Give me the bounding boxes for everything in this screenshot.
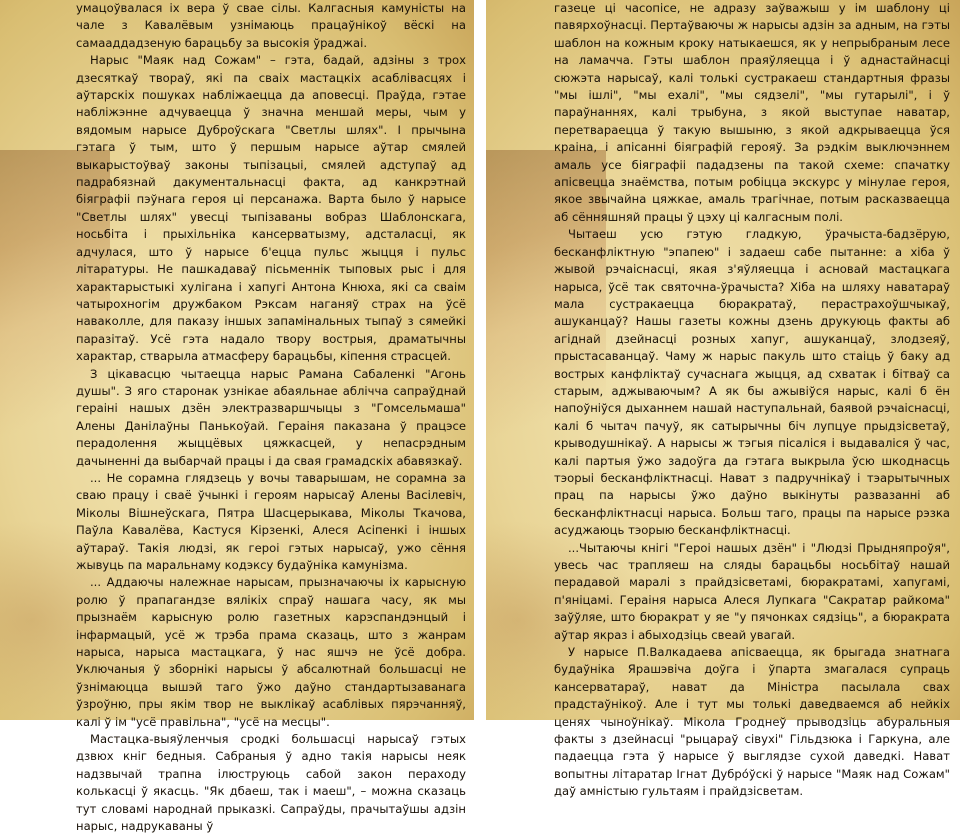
paragraph: Мастацка-выяўленчыя сродкі большасці нарысаў гэтых дзвюх кніг бедныя. Сабраныя ў адно такія нарысы неяк надзвычай трапна ілюструюць сабой закон пераходу колькасці ў якасць. "Як дбаеш, так і маеш", – можна сказаць тут словамі народнай прыказкі. Сапраўды, прачытаўшы адзін нарыс, надрукаваны ў xyxy=(76,732,466,834)
paragraph: ...Чытаючы кнігі "Героі нашых дзён" і "Людзі Прыдняпроўя", увесь час трапляеш на сляды барацьбы носьбітаў нашай перадавой маралі з прайдзісветамі, бюракратамі, хапугамі, п'яніцамі. Гераіня нарыса Алеся Лупкага "Сакратар райкома" заўўляе, што бюракрат у яе "у пячонках сядзіць", а бюракрата аўтар якраз і абыходзіць свеай увагай. xyxy=(554,540,950,642)
paragraph: ... Аддаючы належнае нарысам, прызначаючы іх карысную ролю ў прапагандзе вялікіх спраў нашага часу, як мы прызнаём карысную ролю газетных карэспандэнцый і інфармацый, усё ж трэба прама сказаць, што з жанрам нарыса, нарыса мастацкага, ў нас яшчэ не ўсё добра. Уключаныя ў зборнікі нарысы ў абсалютнай большасці не ўзнімаюцца вышэй таго ўжо даўно стандартызаванага ўзроўню, пры якім твор не выклікаў асаблівых пярэчанняў, калі ў ім "усё правільна", "усё на месцы". xyxy=(76,575,466,729)
paragraph: Чытаеш усю гэтую гладкую, ўрачыста-бадзёрую, бесканфліктную "эпапею" і задаеш сабе пытанне: а хіба ў жывой рэчаіснасці, якая з'яўляецца і асновай мастацкага нарыса, ўсё так святочна-ўрачыста? Хіба на шляху наватараў мала сустракаецца бюракратаў, перастрахоўшчыкаў, ашуканцаў? Нашы газеты кожны дзень друкуюць факты аб агіднай дзейнасці розных хапуг, ашуканцаў, злодзеяў, прыстасаванцаў. Чаму ж нарыс пакуль што стаіць ў баку ад вострых канфліктаў сучаснага жыцця, ад схватак і бітваў са старым, аджываючым? А як бы ажывіўся нарыс, калі б ён напоўніўся дыханнем нашай наступальнай, баявой рэчаіснасці, калі б чытач пачуў, як сатырычны біч лупцуе прыдзісветаў, крыводушнікаў. А нарысы ж тэгыя пісаліся і выдаваліся ў час, калі партыя ўжо задоўга да гэтага выкрыла ўсю шкоднасць тэорыі бесканфліктнасці. Нават з падручнікаў і тэарытычных прац па нарысы ўжо даўно выкінуты развазанні аб бесканфліктнасці нарыса. Больш таго, працы па нарысе рэзка асуджаюць тэорыю бесканфліктнасці. xyxy=(554,227,950,538)
right-page-text xyxy=(554,0,950,799)
paragraph: ... Не сорамна глядзець у вочы таварышам, не сорамна за сваю працу і сваё ўчынкі і героям нарысаў Алены Васілевіч, Міколы Вішнеўскага, Пятра Шасцерыкава, Міколы Ткачова, Паўла Кавалёва, Кастуся Кірзенкі, Алеся Асіпенкі і іншых аўтараў. Такія людзі, як героі гэтых нарысаў, ужо сёння жывуць па маральнаму кодэксу будаўніка камунізма. xyxy=(76,470,466,572)
paragraph: У нарысе П.Валкадаева апісваецца, як брыгада знатнага будаўніка Ярашэвіча доўга і ўпарта змагалася супраць кансерватараў, нават да Міністра пасылала свах прадстаўнікоў. Але і тут мы толькі даведваемся аб нейкіх ценях чыноўнікаў. Мікола Гроднеў прыводзіць абуральныя факты з дзейнасці "рыцараў сівухі" Гільдзюка і Гаркуна, але падаецца гэта ў нарысе ў выглядзе сухой даведкі. Нават вопытны літаратар Ігнат Дубро́ўскі ў нарысе "Маяк над Сожам" даў амністыю гультаям і прайдзісветам. xyxy=(554,645,950,799)
left-page-text xyxy=(76,0,466,834)
paragraph: умацоўвалася іх вера ў свае сілы. Калгасныя камуністы на чале з Кавалёвым узнімаюць працаўнікоў вёскі на самааддадзеную барацьбу за высокія ўраджаі. xyxy=(76,1,466,50)
left-page xyxy=(0,0,474,834)
page-gutter xyxy=(474,0,486,720)
paragraph: Нарыс "Маяк над Сожам" – гэта, бадай, адзіны з трох дзесяткаў твораў, які па сваіх мастацкіх асаблівасцях і аўтарскіх пошуках набліжаецца да аповесці. Праўда, гэтае набліжэнне адчуваецца ў значна меншай меры, чым у вядомым нарысе Дуброўскага "Светлы шлях". І прычына гэтага ў тым, што ў першым нарысе аўтар смялей выкарыстоўваў законы тыпізацыі, смялей адступаў ад падрабязнай дакументальнасці факта, ад канкрэтнай біяграфіі пэўнага героя ці персанажа. Варта было ў нарысе "Светлы шлях" увесці тыпізаваны вобраз Шаблонскага, носьбіта і прыхільніка кансерватызму, адсталасці, як адчулася, што ў нарысе б'ецца пульс жыцця і пульс літаратуры. Не пашкадаваў пісьменнік тыповых рыс і для характарыстыкі хулігана і хапугі Антона Кнюха, які са сваім чатырохногім дружбаком Рэксам наганяў страх на ўсё наваколле, для паказу іншых запамінальных тыпаў з сямейкі паразітаў. Усё гэта надало твору вострыя, драматычны характар, стварыла атмасферу барацьбы, кіпення страсцей. xyxy=(76,53,466,364)
paragraph: З цікавасцю чытаецца нарыс Рамана Сабаленкі "Агонь душы". З яго старонак узнікае абаяльнае аблічча сапраўднай гераіні нашых дзён электразваршчыцы з "Гомсельмаша" Алены Данілаўны Панькоўай. Гераіня паказана ў працэсе перадолення жыццёвых цяжкасцей, у непасрэдным дачыненні да выбарчай працы і да свая грамадскіх абавязкаў. xyxy=(76,366,466,468)
paragraph: газеце ці часопісе, не адразу заўважыш у ім шаблону ці павярхоўнасці. Пертаўваючы ж нарысы адзін за адным, на гэты шаблон на кожным кроку натыкаешся, як у непрыбраным лесе на ламачча. Гэты шаблон праяўляецца і ў аднастайнасці сюжэта нарысаў, калі толькі сустракаеш стандартныя фразы "мы ішлі", "мы ехалі", "мы сядзелі", "мы гутарылі", і ў параўнаннях, калі трыбуна, з якой выступае наватар, перетвараецца ў такую вышыню, з якой адкрываецца ўся краіна, і апісанні біяграфій герояў. За рэдкім выключэннем амаль усе біяграфіі пададзены па такой схеме: спачатку апісвецца знаёмства, потым робіцца экскурс у мінулае героя, якое звычайна цяжкае, амаль трагічнае, потым расказваецца аб сённяшняй працы ў цэху ці калгасным полі. xyxy=(554,1,950,224)
right-page xyxy=(486,0,960,799)
